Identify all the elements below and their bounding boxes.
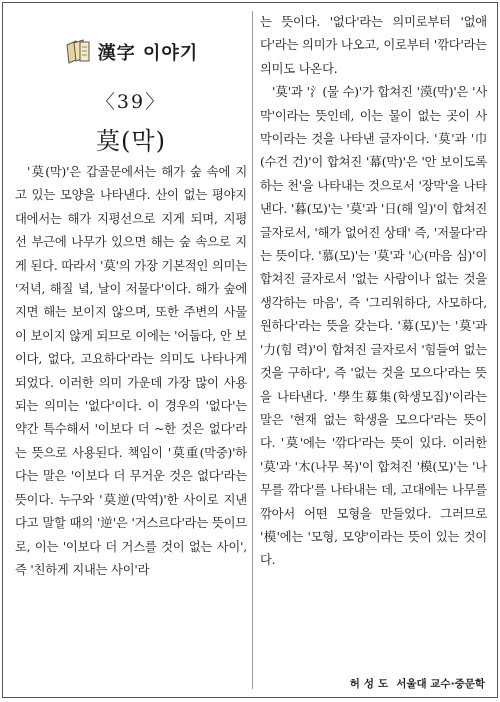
article-page — [2, 2, 498, 698]
series-heading — [15, 39, 247, 65]
right-column — [260, 11, 487, 691]
article-header — [15, 11, 247, 161]
column-divider — [252, 11, 253, 689]
author-name: 허성도 — [349, 678, 393, 690]
article-paragraph-1: '莫(막)'은 갑골문에서는 해가 숲 속에 지고 있는 모양을 나타낸다. 산이 없는 평야지대에서는 해가 지평선으로 지게 되며, 지평선 부근에 나무가 있으면 해는 숲 속으로 지게 된다. 따라서 '莫'의 가장 기본적인 의미는 '저녁, 해질 녘, 날이 저물다'이다. 해가 숲에 지면 해는 보이지 않으며, 또한 주변의 사물이 보이지 않게 되므로 이에는 '어둡다, 안 보이다, 없다, 고요하다'라는 의미도 나타나게 되었다. 이러한 의미 가운데 가장 많이 사용되는 의미는 '없다'이다. 이 경우의 '없다'는 약간 특수해서 '이보다 더 ~한 것은 없다'라는 뜻으로 사용된다. 책임이 '莫重(막중)'하다는 말은 '이보다 더 무거운 것은 없다'라는 뜻이다. 누구와 '莫逆(막역)'한 사이로 지낸다고 말할 때의 '逆'은 '거스르다'라는 뜻이므로, 이는 '이보다 더 거스를 것이 없는 사이', 즉 '친하게 지내는 사이'라 — [15, 165, 247, 577]
left-column — [15, 11, 247, 691]
author-affiliation: 서울대 교수·중문학 — [396, 678, 485, 690]
series-title: 漢字 이야기 — [97, 43, 199, 64]
book-icon — [64, 39, 92, 65]
article-paragraph-1-continued: 는 뜻이다. '없다'라는 의미로부터 '없애다'라는 의미가 나오고, 이로부터 '깎다'라는 의미도 나온다. — [260, 15, 487, 76]
character-title: 莫(막) — [96, 127, 166, 155]
issue-number: 〈39〉 — [95, 91, 167, 113]
article-paragraph-2: '莫'과 '氵(물 수)'가 합쳐진 '漠(막)'은 '사막'이라는 뜻인데, 이는 물이 없는 곳이 사막이라는 것을 나타낸 글자이다. '莫'과 '巾(수건 건)'이 합쳐진 '幕(막)'은 '안 보이도록 하는 천'을 나타내는 것으로서 '장막'을 나타낸다. '暮(모)'는 '莫'과 '日(해 일)'이 합쳐진 글자로서, '해가 없어진 상태' 즉, '저물다'라는 뜻이다. '慕(모)'는 '莫'과 '心(마음 심)'이 합쳐진 글자로서 '없는 사람이나 없는 것을 생각하는 마음', 즉 '그리워하다, 사모하다, 원하다'라는 뜻을 갖는다. '募(모)'는 '莫'과 '力(힘 력)'이 합쳐진 글자로서 '힘들여 없는 것을 구하다', 즉 '없는 것을 모으다'라는 뜻을 나타낸다. '學生募集(학생모집)'이라는 말은 '현재 없는 학생을 모으다'라는 뜻이다. '莫'에는 '깎다'라는 뜻이 있다. 이러한 '莫'과 '木(나무 목)'이 합쳐진 '模(모)'는 '나무를 깎다'를 나타내는 데, 고대에는 나무를 깎아서 어떤 모형을 만들었다. 그러므로 '模'에는 '모형, 모양'이라는 뜻이 있는 것이다. — [260, 85, 487, 568]
byline — [350, 676, 485, 691]
